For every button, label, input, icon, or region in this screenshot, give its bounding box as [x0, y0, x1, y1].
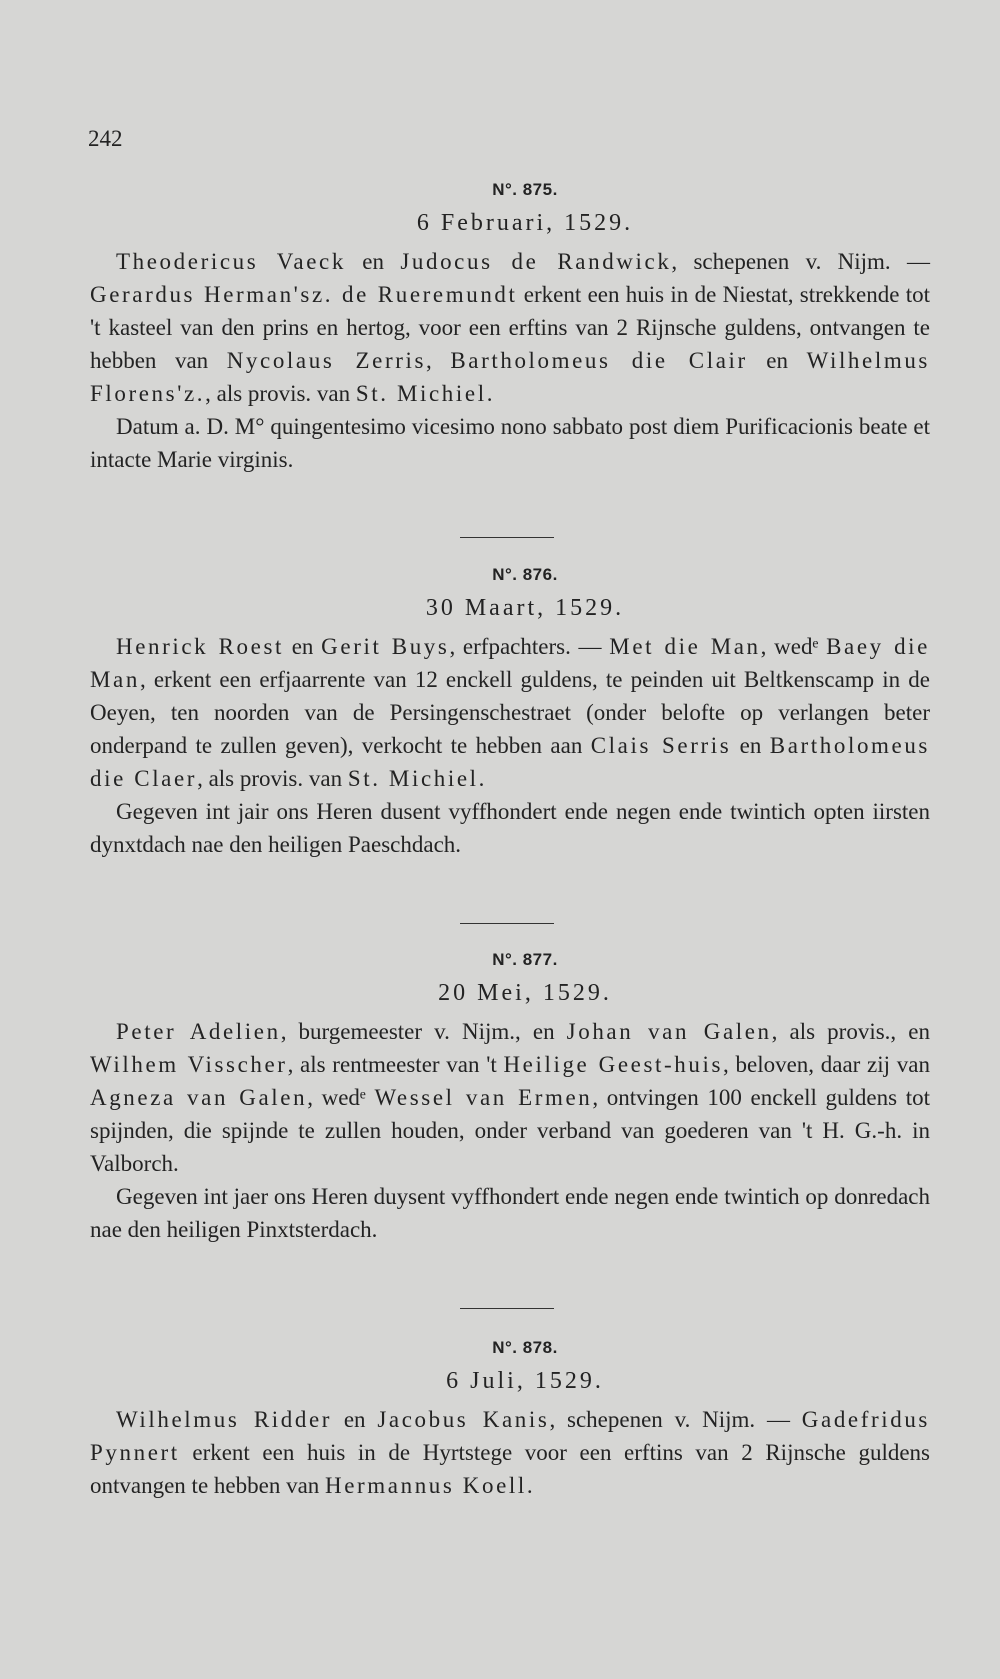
text-run: erkent een huis in de Hyrtstege voor een erftins van 2 Rijnsche guldens ontvangen te hebben van: [90, 1440, 930, 1498]
person-name: Gerardus Herman'sz. de Rueremundt: [90, 282, 518, 307]
entry-text: [90, 630, 930, 795]
text-run: .: [486, 381, 493, 406]
person-name: Nycolaus Zerris: [226, 348, 427, 373]
person-name: St. Michiel: [355, 381, 487, 406]
text-run: , wedᵉ: [760, 634, 827, 659]
text-run: en: [345, 249, 401, 274]
entry-dating-clause: Gegeven int jair ons Heren dusent vyffhondert ende negen ende twintich opten iirsten dynxtdach nae den heiligen Paeschdach.: [90, 799, 930, 857]
separator-rule: [460, 923, 554, 924]
person-name: Heilige Geest-huis: [503, 1052, 724, 1077]
entry-date: 30 Maart, 1529.: [425, 595, 625, 621]
person-name: Judocus de Randwick: [400, 249, 672, 274]
person-name: Hermannus Koell: [325, 1473, 527, 1498]
person-name: St. Michiel: [347, 766, 479, 791]
text-run: , burgemeester v. Nijm., en: [280, 1019, 567, 1044]
text-run: , erfpachters. —: [449, 634, 610, 659]
person-name: Johan van Galen: [566, 1019, 772, 1044]
entry-877: [90, 950, 930, 1246]
person-name: Clais Serris: [590, 733, 732, 758]
page-number: 242: [88, 126, 123, 151]
text-run: , als provis., en: [771, 1019, 930, 1044]
entry-number: N°. 878.: [492, 1338, 558, 1357]
separator-rule: [460, 537, 554, 538]
person-name: Jacobus Kanis: [377, 1407, 550, 1432]
entry-date: 6 Februari, 1529.: [416, 210, 634, 236]
person-name: Peter Adelien: [116, 1019, 281, 1044]
text-run: , beloven, daar zij van: [723, 1052, 930, 1077]
text-run: .: [526, 1473, 533, 1498]
entry-875: [90, 180, 930, 476]
text-run: , schepenen v. Nijm. —: [671, 249, 930, 274]
text-run: , als rentmeester van 't: [287, 1052, 504, 1077]
separator-rule: [460, 1308, 554, 1309]
entry-878: [90, 1338, 930, 1502]
text-run: , als provis. van: [205, 381, 356, 406]
text-run: , erkent een erfjaarrente van 12 enckell guldens, te peinden uit Beltkenscamp in de Oeyen, ten noorden van de Persingenschestraet (onder belofte op verlangen beter onderpand te zullen geven), verkocht te hebben aan: [90, 667, 930, 758]
text-run: ,: [426, 348, 451, 373]
text-run: , wedᵉ: [307, 1085, 375, 1110]
text-run: , schepenen v. Nijm. —: [549, 1407, 802, 1432]
person-name: Wessel van Ermen: [374, 1085, 593, 1110]
entry-text: [90, 1015, 930, 1180]
text-run: , ontvingen 100 enckell guldens tot spijnden, die spijnde te zullen houden, onder verband van goederen van 't H. G.-h. in Valborch.: [90, 1085, 930, 1176]
entry-text: [90, 1403, 930, 1502]
text-run: en: [747, 348, 807, 373]
entry-number: N°. 876.: [492, 565, 558, 584]
entry-876: [90, 565, 930, 861]
person-name: Bartholomeus die Claer: [90, 733, 930, 791]
entry-dating-clause: Datum a. D. M° quingentesimo vicesimo nono sabbato post diem Purificacionis beate et intacte Marie virginis.: [90, 414, 930, 472]
person-name: Gadefridus Pynnert: [90, 1407, 930, 1465]
text-run: en: [284, 634, 322, 659]
text-run: en: [731, 733, 770, 758]
entry-date: 6 Juli, 1529.: [446, 1368, 604, 1394]
text-run: , als provis. van: [197, 766, 348, 791]
person-name: Met die Man: [609, 634, 761, 659]
person-name: Gerit Buys: [321, 634, 450, 659]
text-run: .: [478, 766, 485, 791]
person-name: Wilhem Visscher: [90, 1052, 288, 1077]
entry-dating-clause: Gegeven int jaer ons Heren duysent vyffhondert ende negen ende twintich op donredach nae den heiligen Pinxtsterdach.: [90, 1184, 930, 1242]
person-name: Wilhelmus Florens'z.: [90, 348, 930, 406]
person-name: Agneza van Galen: [90, 1085, 308, 1110]
person-name: Theodericus Vaeck: [116, 249, 346, 274]
entry-date: 20 Mei, 1529.: [438, 980, 612, 1006]
person-name: Bartholomeus die Clair: [450, 348, 748, 373]
entry-number: N°. 877.: [492, 950, 558, 969]
entry-text: [90, 245, 930, 410]
text-run: en: [332, 1407, 378, 1432]
person-name: Henrick Roest: [116, 634, 284, 659]
text-run: erkent een huis in de Niestat, strekkende tot 't kasteel van den prins en hertog, voor een erftins van 2 Rijnsche guldens, ontvangen te hebben van: [90, 282, 930, 373]
person-name: Wilhelmus Ridder: [116, 1407, 333, 1432]
entry-number: N°. 875.: [492, 180, 558, 199]
person-name: Baey die Man: [90, 634, 930, 692]
